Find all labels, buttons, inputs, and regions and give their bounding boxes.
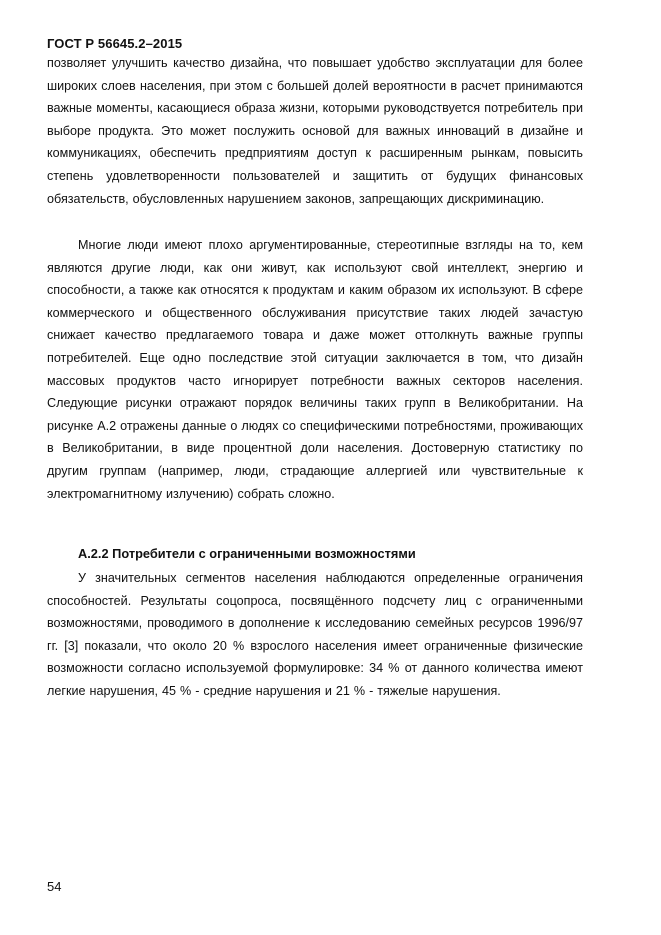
stereotypes-paragraph [47,234,583,505]
continued-paragraph [47,52,583,210]
paragraph-text: позволяет улучшить качество дизайна, что повышает удобство эксплуатации для более широких слоев населения, при этом с большей долей вероятности в расчет принимаются важные моменты, касающиеся образа жизни, которыми руководствуется потребитель при выборе продукта. Это может послужить основой для важных инноваций в дизайне и коммуникациях, обеспечить предприятиям доступ к расширенным рынкам, повысить степень удовлетворенности пользователей и защитить от будущих финансовых обязательств, обусловленных нарушением законов, запрещающих дискриминацию. [47,56,583,206]
paragraph-text: У значительных сегментов населения наблюдаются определенные ограничения способностей. Результаты соцопроса, посвящённого подсчету лиц с ограниченными возможностями, проводимого в дополнение к исследованию семейных ресурсов 1996/97 гг. [3] показали, что около 20 % взрослого населения имеет ограниченные физические возможности согласно используемой формулировке: 34 % от данного количества имеют легкие нарушения, 45 % - средние нарушения и 21 % - тяжелые нарушения. [47,571,583,698]
page-number: 54 [47,879,62,894]
section-paragraph [47,567,583,703]
standard-header: ГОСТ Р 56645.2–2015 [47,36,183,51]
paragraph-text: Многие люди имеют плохо аргументированные, стереотипные взгляды на то, кем являются другие люди, как они живут, как используют свой интеллект, энергию и способности, а также как относятся к продуктам и каким образом их используют. В сфере коммерческого и общественного обслуживания присутствие таких людей зачастую снижает качество предлагаемого товара и даже может оттолкнуть важные группы потребителей. Еще одно последствие этой ситуации заключается в том, что дизайн массовых продуктов часто игнорирует потребности важных секторов населения. Следующие рисунки отражают порядок величины таких групп в Великобритании. На рисунке А.2 отражены данные о людях со специфическими потребностями, проживающих в Великобритании, в виде процентной доли населения. Достоверную статистику по другим группам (например, люди, страдающие аллергией или чувствительные к электромагнитному излучению) собрать сложно. [47,238,583,501]
section-heading: А.2.2 Потребители с ограниченными возможностями [78,546,416,561]
